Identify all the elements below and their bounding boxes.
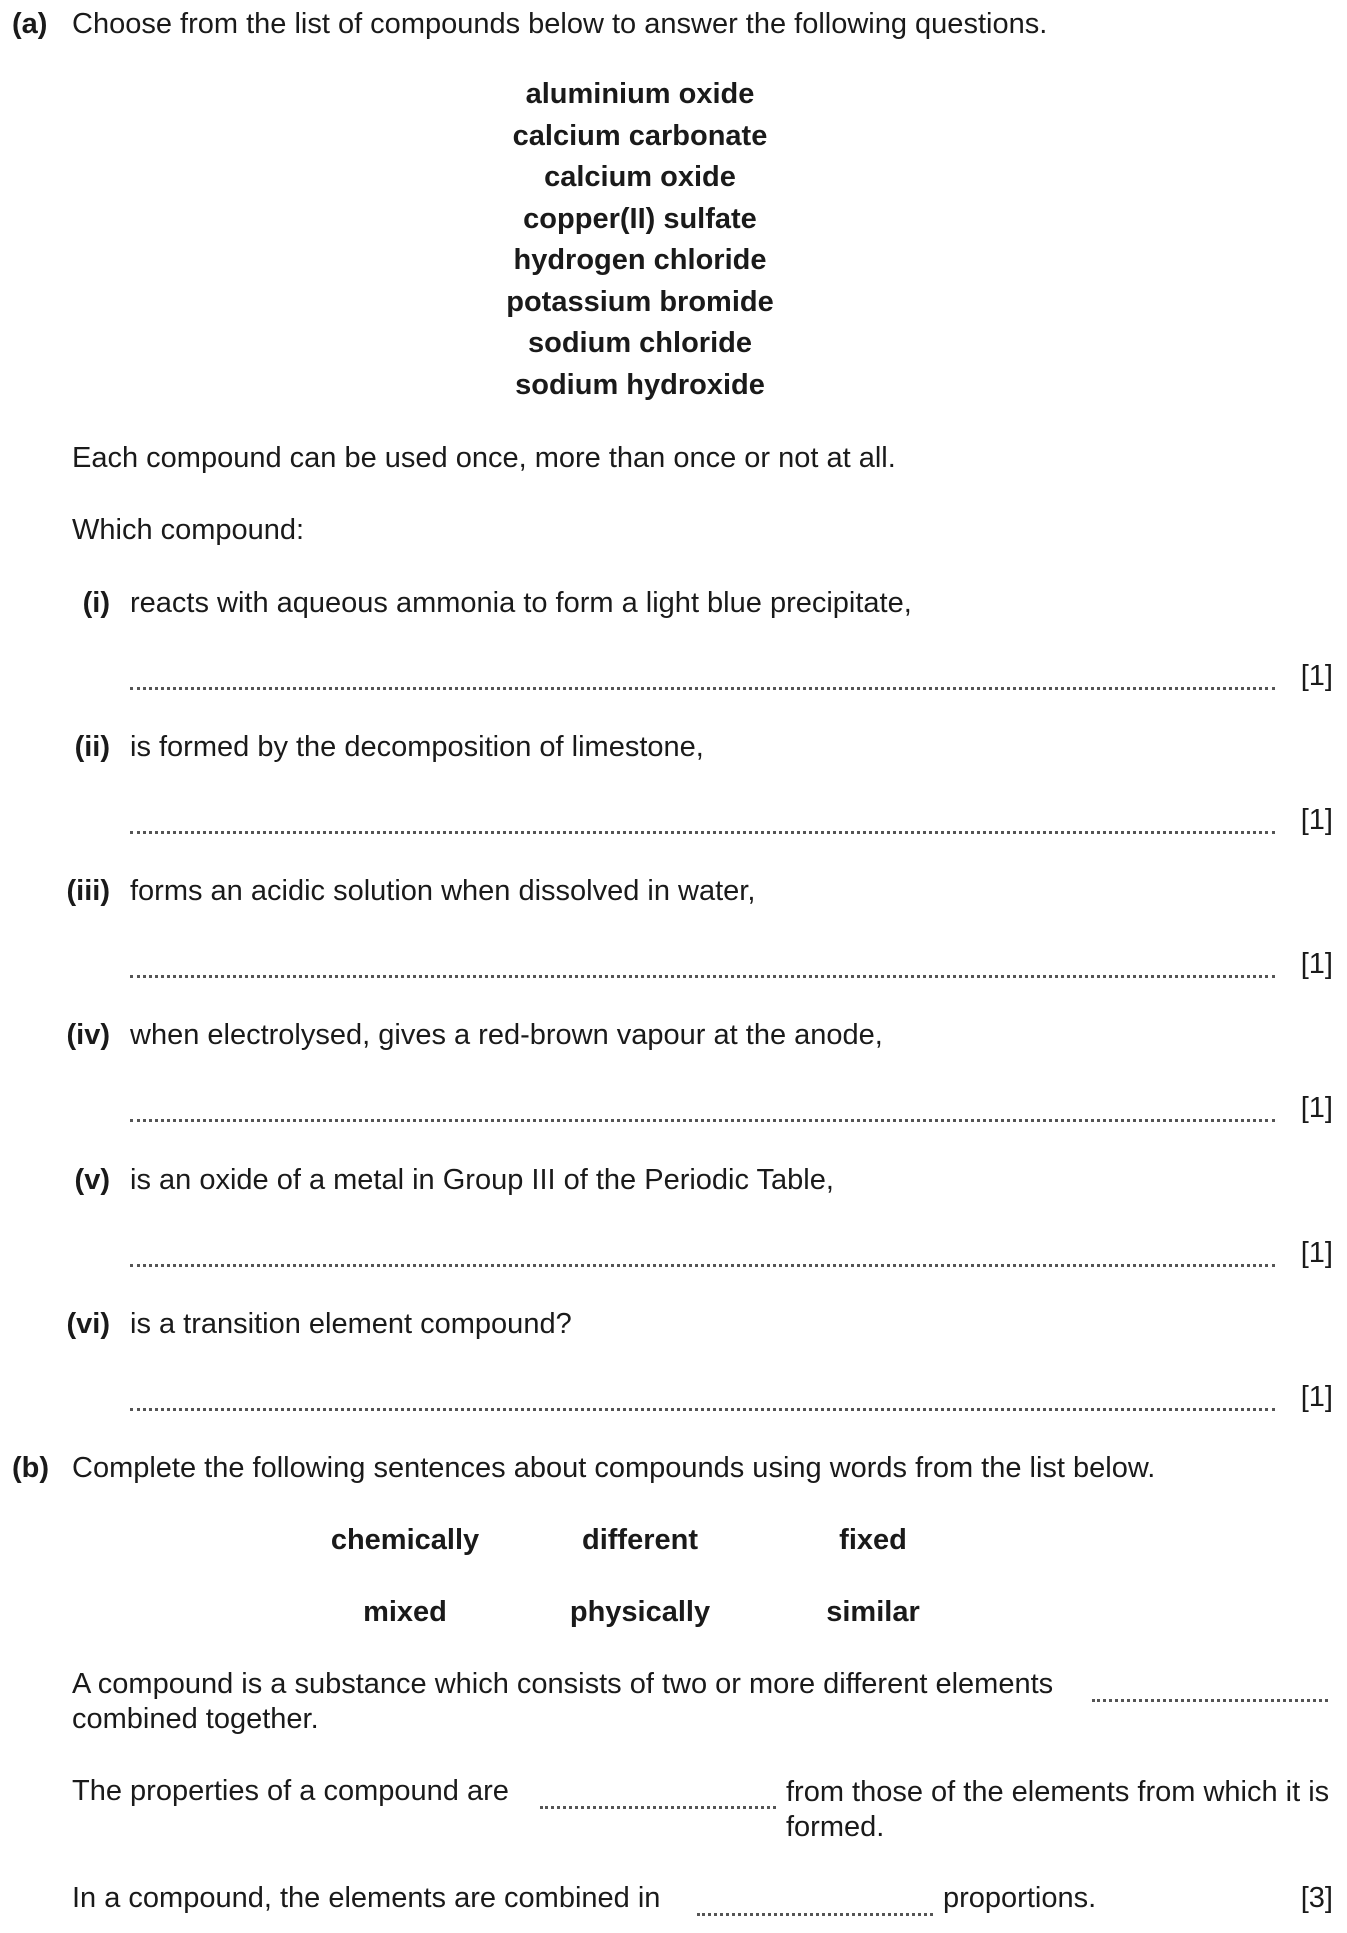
mark-allocation: [1] bbox=[1300, 948, 1333, 980]
question-text: forms an acidic solution when dissolved in water, bbox=[130, 875, 756, 907]
usage-note: Each compound can be used once, more than once or not at all. bbox=[72, 442, 896, 474]
part-b-label: (b) bbox=[12, 1452, 50, 1484]
compound-item: sodium chloride bbox=[528, 327, 752, 359]
word-item: similar bbox=[826, 1596, 920, 1628]
sentence-2-end: from those of the elements from which it is formed. bbox=[786, 1776, 1330, 1843]
answer-line[interactable] bbox=[130, 804, 1275, 834]
question-label: (iii) bbox=[66, 875, 110, 907]
sentence-1-start: A compound is a substance which consists of two or more different elements bbox=[72, 1668, 1054, 1700]
question-text: when electrolysed, gives a red-brown vapour at the anode, bbox=[130, 1019, 883, 1051]
sentence-3-start: In a compound, the elements are combined in bbox=[72, 1882, 661, 1914]
compound-item: potassium bromide bbox=[506, 286, 774, 318]
compound-item: hydrogen chloride bbox=[513, 244, 767, 276]
question-text: is formed by the decomposition of limestone, bbox=[130, 731, 704, 763]
word-item: different bbox=[582, 1524, 698, 1556]
question-label: (i) bbox=[82, 587, 110, 619]
mark-allocation: [3] bbox=[1300, 1882, 1333, 1914]
sentence-3-end: proportions. bbox=[943, 1882, 1097, 1914]
sentence-1-end: combined together. bbox=[72, 1703, 319, 1735]
question-label: (vi) bbox=[66, 1308, 110, 1340]
word-item: mixed bbox=[363, 1596, 447, 1628]
mark-allocation: [1] bbox=[1300, 660, 1333, 692]
fill-blank-3[interactable] bbox=[697, 1889, 933, 1916]
part-a-label: (a) bbox=[12, 8, 48, 40]
answer-line[interactable] bbox=[130, 1237, 1275, 1267]
question-text: is a transition element compound? bbox=[130, 1308, 572, 1340]
question-stem: Which compound: bbox=[72, 514, 305, 546]
compound-item: aluminium oxide bbox=[525, 78, 755, 110]
sentence-2-start: The properties of a compound are bbox=[72, 1775, 509, 1807]
mark-allocation: [1] bbox=[1300, 804, 1333, 836]
word-item: physically bbox=[569, 1596, 711, 1628]
part-a-intro: Choose from the list of compounds below to answer the following questions. bbox=[72, 8, 1048, 40]
fill-blank-1[interactable] bbox=[1092, 1675, 1328, 1702]
answer-line[interactable] bbox=[130, 1092, 1275, 1122]
mark-allocation: [1] bbox=[1300, 1381, 1333, 1413]
compound-item: sodium hydroxide bbox=[515, 369, 765, 401]
part-b-intro: Complete the following sentences about compounds using words from the list below. bbox=[72, 1452, 1156, 1484]
question-label: (v) bbox=[74, 1164, 110, 1196]
mark-allocation: [1] bbox=[1300, 1237, 1333, 1269]
word-item: chemically bbox=[330, 1524, 480, 1556]
question-label: (ii) bbox=[74, 731, 110, 763]
word-item: fixed bbox=[839, 1524, 907, 1556]
fill-blank-2[interactable] bbox=[540, 1782, 776, 1809]
question-text: reacts with aqueous ammonia to form a light blue precipitate, bbox=[130, 587, 912, 619]
mark-allocation: [1] bbox=[1300, 1092, 1333, 1124]
answer-line[interactable] bbox=[130, 1381, 1275, 1411]
compound-item: calcium carbonate bbox=[512, 120, 768, 152]
compound-item: calcium oxide bbox=[544, 161, 736, 193]
answer-line[interactable] bbox=[130, 948, 1275, 978]
question-text: is an oxide of a metal in Group III of the Periodic Table, bbox=[130, 1164, 834, 1196]
answer-line[interactable] bbox=[130, 660, 1275, 690]
compound-item: copper(II) sulfate bbox=[523, 203, 757, 235]
question-label: (iv) bbox=[66, 1019, 110, 1051]
